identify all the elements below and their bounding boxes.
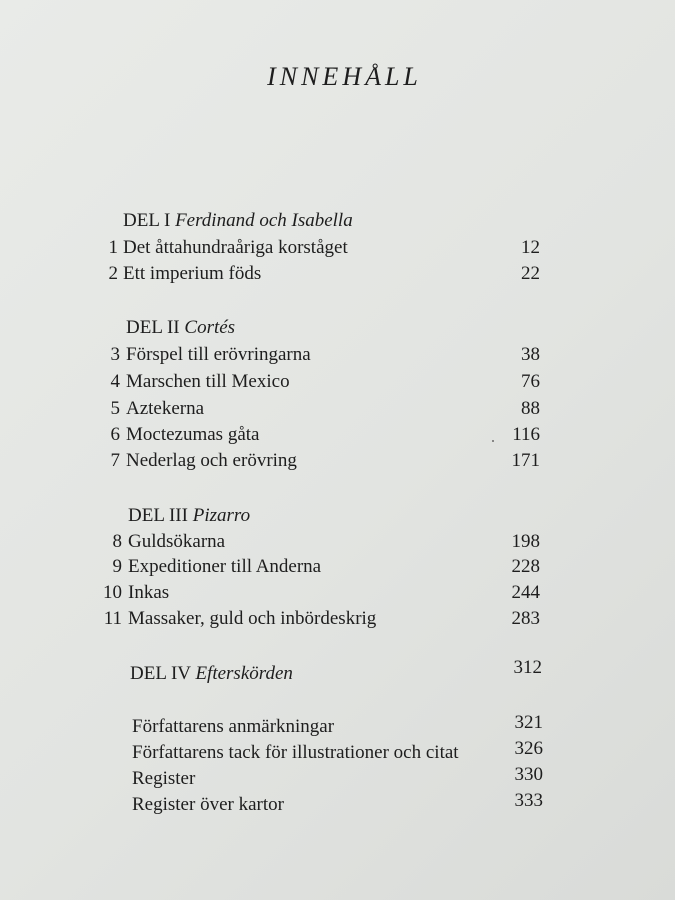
- toc-entry: [0, 235, 675, 261]
- appendix-title: Författarens anmärkningar: [132, 716, 335, 737]
- page-number: 116: [512, 424, 540, 445]
- page-number: 88: [521, 398, 540, 419]
- chapter-number: 11: [103, 608, 122, 629]
- chapter-title: Det åttahundraåriga korståget: [123, 237, 348, 258]
- page-number: 321: [514, 712, 543, 733]
- toc-entry: [0, 448, 675, 474]
- chapter-number: 3: [110, 344, 120, 365]
- part-label: DEL IV: [130, 663, 191, 684]
- chapter-title: Inkas: [128, 582, 170, 603]
- chapter-number: 10: [103, 582, 122, 603]
- page-number: 283: [511, 608, 540, 629]
- part-name: Ferdinand och Isabella: [175, 210, 353, 231]
- toc-entry: [0, 792, 675, 818]
- toc-entry: [0, 740, 675, 766]
- toc-entry: [0, 766, 675, 792]
- part-label: DEL II: [126, 317, 180, 338]
- toc-entry: [0, 529, 675, 555]
- chapter-number: 8: [112, 531, 122, 552]
- chapter-title: Aztekerna: [126, 398, 205, 419]
- chapter-number: 6: [110, 424, 120, 445]
- part-label: DEL I: [123, 210, 171, 231]
- toc-entry: [0, 396, 675, 422]
- page-number: 38: [521, 344, 540, 365]
- chapter-number: 4: [110, 371, 120, 392]
- toc-entry: [0, 606, 675, 632]
- appendix-title: Register över kartor: [132, 794, 284, 815]
- chapter-title: Massaker, guld och inbördeskrig: [128, 608, 377, 629]
- page-number: 171: [511, 450, 540, 471]
- part-heading-1: [0, 208, 675, 234]
- page-number: 22: [521, 263, 540, 284]
- toc-entry: [0, 342, 675, 368]
- chapter-number: 9: [112, 556, 122, 577]
- part-name: Pizarro: [192, 505, 251, 526]
- page-number: 76: [521, 371, 540, 392]
- paper-speck: [492, 440, 494, 442]
- chapter-number: 5: [110, 398, 120, 419]
- chapter-number: 1: [108, 237, 118, 258]
- page-number: 12: [521, 237, 540, 258]
- toc-entry: [0, 261, 675, 287]
- chapter-title: Nederlag och erövring: [126, 450, 297, 471]
- chapter-title: Marschen till Mexico: [126, 371, 290, 392]
- part-label: DEL III: [128, 505, 188, 526]
- part-name: Cortés: [184, 317, 236, 338]
- appendix-title: Författarens tack för illustrationer och citat: [132, 742, 459, 763]
- part-heading-2: [0, 315, 675, 341]
- chapter-title: Guldsökarna: [128, 531, 226, 552]
- page-number: 244: [511, 582, 540, 603]
- toc-entry: [0, 554, 675, 580]
- chapter-number: 7: [110, 450, 120, 471]
- page-number: 228: [511, 556, 540, 577]
- chapter-title: Moctezumas gåta: [126, 424, 260, 445]
- toc-entry: [0, 714, 675, 740]
- toc-entry: [0, 580, 675, 606]
- part-name: Efterskörden: [195, 663, 293, 684]
- page-number: 330: [514, 764, 543, 785]
- page-number: 333: [514, 790, 543, 811]
- page-number: 312: [513, 657, 542, 678]
- page-number: 326: [514, 738, 543, 759]
- part-heading-3: [0, 503, 675, 529]
- chapter-title: Ett imperium föds: [123, 263, 262, 284]
- page-title: INNEHÅLL: [267, 62, 422, 91]
- chapter-title: Expeditioner till Anderna: [128, 556, 322, 577]
- part-heading-4: [0, 657, 675, 687]
- chapter-number: 2: [108, 263, 118, 284]
- toc-entry: [0, 422, 675, 448]
- page-number: 198: [511, 531, 540, 552]
- toc-entry: [0, 369, 675, 395]
- appendix-title: Register: [132, 768, 196, 789]
- chapter-title: Förspel till erövringarna: [126, 344, 311, 365]
